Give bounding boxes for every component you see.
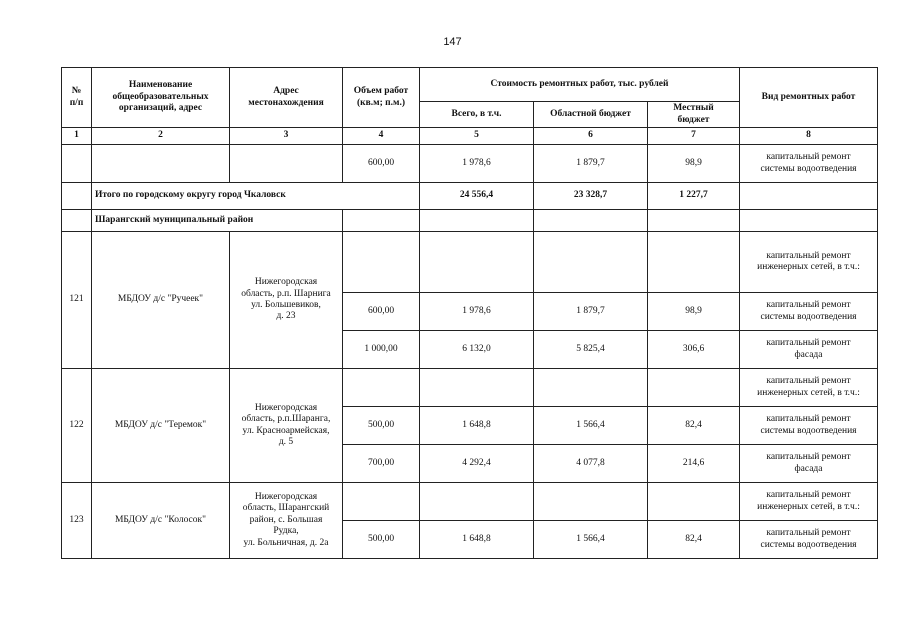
entry-address: Нижегородская область, р.п.Шаранга, ул. Красноармейская, д. 5: [230, 369, 343, 483]
cell-empty: [343, 210, 420, 232]
header-local: Местный бюджет: [648, 102, 740, 128]
subtotal-regional: 23 328,7: [534, 183, 648, 210]
subtotal-label: Итого по городскому округу город Чкаловск: [92, 183, 420, 210]
cell-empty: [648, 210, 740, 232]
table-row: [62, 232, 878, 293]
cell-volume: 500,00: [343, 407, 420, 445]
header-name: Наименование общеобразовательных организаций, адрес: [92, 68, 230, 128]
entry-num: 122: [62, 369, 92, 483]
cell-empty: [420, 210, 534, 232]
entry-address: Нижегородская область, р.п. Шарнига ул. Большевиков, д. 23: [230, 232, 343, 369]
cell-work-type: капитальный ремонт системы водоотведения: [740, 521, 878, 559]
cell-volume: 1 000,00: [343, 331, 420, 369]
column-number: 3: [230, 128, 343, 145]
cell-empty: [534, 210, 648, 232]
cell-total: 1 978,6: [420, 145, 534, 183]
header-address: Адрес местонахождения: [230, 68, 343, 128]
header-work-type: Вид ремонтных работ: [740, 68, 878, 128]
table-row: [62, 369, 878, 407]
cell-regional: [534, 369, 648, 407]
entry-num: 123: [62, 483, 92, 559]
entry-num: 121: [62, 232, 92, 369]
cell-work-type: капитальный ремонт системы водоотведения: [740, 293, 878, 331]
entry-name: МБДОУ д/с "Колосок": [92, 483, 230, 559]
cell-volume: 700,00: [343, 445, 420, 483]
column-number-row: [62, 128, 878, 145]
cell-empty: [230, 145, 343, 183]
column-number: 4: [343, 128, 420, 145]
cell-regional: [534, 483, 648, 521]
table-row: [62, 483, 878, 521]
cell-local: 214,6: [648, 445, 740, 483]
column-number: 1: [62, 128, 92, 145]
subtotal-total: 24 556,4: [420, 183, 534, 210]
cell-empty: [62, 183, 92, 210]
cell-total: 1 978,6: [420, 293, 534, 331]
header-num: № п/п: [62, 68, 92, 128]
cell-regional: [534, 232, 648, 293]
column-number: 2: [92, 128, 230, 145]
cell-work-type: капитальный ремонт инженерных сетей, в т.ч.:: [740, 483, 878, 521]
cell-local: [648, 232, 740, 293]
cell-total: [420, 369, 534, 407]
column-number: 6: [534, 128, 648, 145]
header-total: Всего, в т.ч.: [420, 102, 534, 128]
cell-local: 306,6: [648, 331, 740, 369]
cell-empty: [740, 210, 878, 232]
page-number: 147: [443, 36, 462, 48]
cell-regional: 1 879,7: [534, 293, 648, 331]
cell-regional: 5 825,4: [534, 331, 648, 369]
cell-total: 1 648,8: [420, 521, 534, 559]
cell-work-type: капитальный ремонт фасада: [740, 331, 878, 369]
cell-total: [420, 232, 534, 293]
entry-name: МБДОУ д/с "Ручеек": [92, 232, 230, 369]
entry-name: МБДОУ д/с "Теремок": [92, 369, 230, 483]
cell-regional: 1 566,4: [534, 407, 648, 445]
cell-volume: [343, 369, 420, 407]
cell-total: 1 648,8: [420, 407, 534, 445]
header-volume: Объем работ (кв.м; п.м.): [343, 68, 420, 128]
header-regional: Областной бюджет: [534, 102, 648, 128]
cell-local: 98,9: [648, 145, 740, 183]
cell-volume: [343, 232, 420, 293]
column-number: 7: [648, 128, 740, 145]
header-cost-group: Стоимость ремонтных работ, тыс. рублей: [420, 68, 740, 102]
subtotal-local: 1 227,7: [648, 183, 740, 210]
cell-volume: 600,00: [343, 145, 420, 183]
cell-empty: [92, 145, 230, 183]
repair-works-table: [61, 67, 878, 559]
cell-volume: 500,00: [343, 521, 420, 559]
cell-work-type: капитальный ремонт инженерных сетей, в т.ч.:: [740, 232, 878, 293]
cell-local: 82,4: [648, 407, 740, 445]
cell-volume: [343, 483, 420, 521]
cell-work-type: капитальный ремонт фасада: [740, 445, 878, 483]
cell-work-type: капитальный ремонт системы водоотведения: [740, 407, 878, 445]
district-row: [62, 210, 878, 232]
carry-over-row: [62, 145, 878, 183]
cell-work-type: капитальный ремонт системы водоотведения: [740, 145, 878, 183]
cell-total: 4 292,4: [420, 445, 534, 483]
cell-regional: 1 879,7: [534, 145, 648, 183]
column-number: 8: [740, 128, 878, 145]
cell-regional: 1 566,4: [534, 521, 648, 559]
cell-local: [648, 483, 740, 521]
entry-address: Нижегородская область, Шарангский район, с. Большая Рудка, ул. Больничная, д. 2а: [230, 483, 343, 559]
cell-empty: [62, 210, 92, 232]
district-label: Шарангский муниципальный район: [92, 210, 343, 232]
subtotal-row: [62, 183, 878, 210]
cell-total: [420, 483, 534, 521]
header-row-top: [62, 68, 878, 102]
cell-empty: [62, 145, 92, 183]
cell-work-type: капитальный ремонт инженерных сетей, в т.ч.:: [740, 369, 878, 407]
cell-total: 6 132,0: [420, 331, 534, 369]
cell-local: 98,9: [648, 293, 740, 331]
cell-local: [648, 369, 740, 407]
table-body: [62, 68, 878, 559]
cell-volume: 600,00: [343, 293, 420, 331]
cell-regional: 4 077,8: [534, 445, 648, 483]
cell-local: 82,4: [648, 521, 740, 559]
cell-empty: [740, 183, 878, 210]
column-number: 5: [420, 128, 534, 145]
